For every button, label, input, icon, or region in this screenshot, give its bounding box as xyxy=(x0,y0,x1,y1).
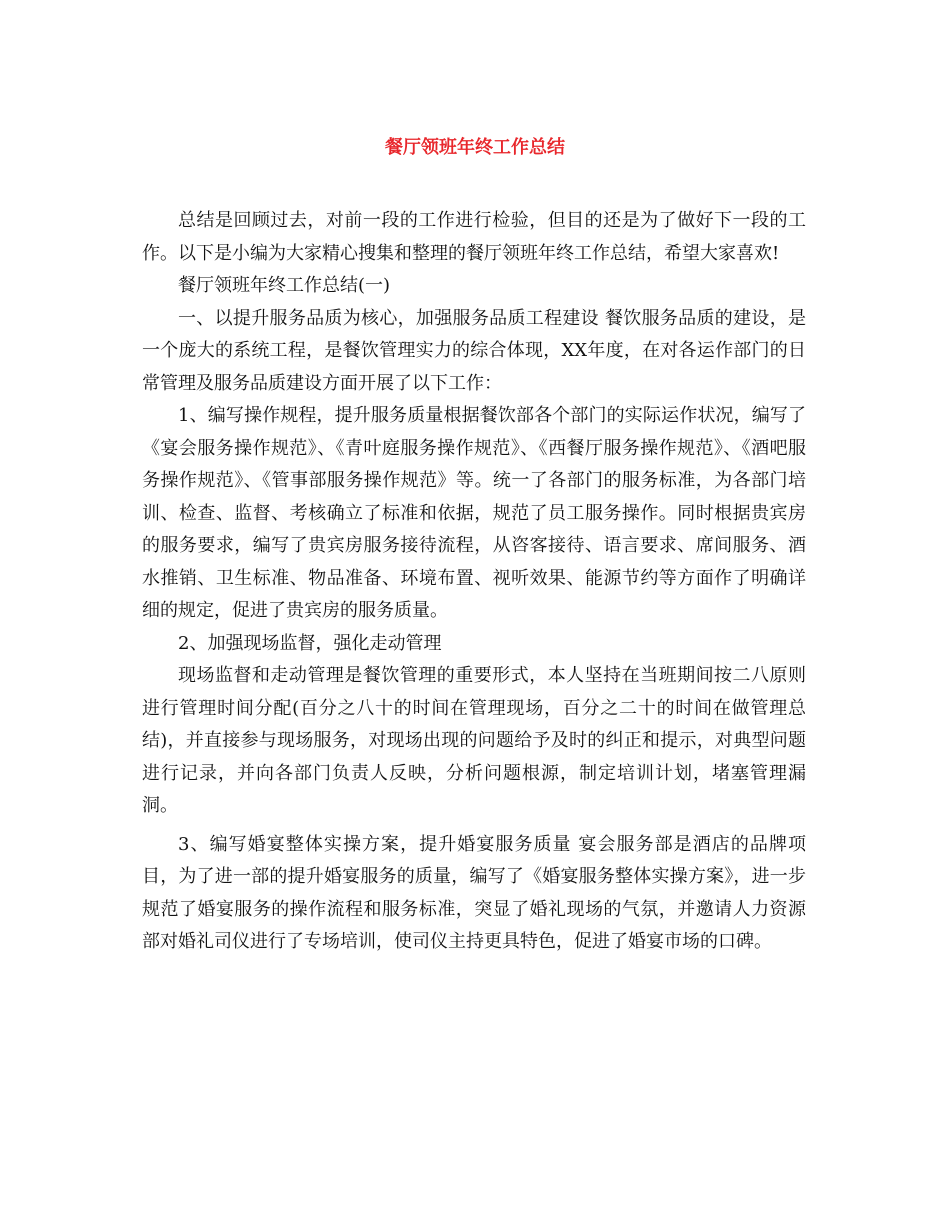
paragraph-section-heading: 餐厅领班年终工作总结(一) xyxy=(178,275,391,296)
paragraph-intro: 总结是回顾过去，对前一段的工作进行检验，但目的还是为了做好下一段的工作。以下是小编为大家精心搜集和整理的餐厅领班年终工作总结，希望大家喜欢! xyxy=(142,210,806,264)
document-title: 餐厅领班年终工作总结 xyxy=(385,137,565,158)
paragraph-item-one: 一、以提升服务品质为核心，加强服务品质工程建设 餐饮服务品质的建设，是一个庞大的系统工程，是餐饮管理实力的综合体现，XX年度，在对各运作部门的日常管理及服务品质建设方面开展了以下工作： xyxy=(142,307,806,394)
document-body xyxy=(142,205,806,959)
paragraph-point-1: 1、编写操作规程，提升服务质量根据餐饮部各个部门的实际运作状况，编写了《宴会服务操作规范》、《青叶庭服务操作规范》、《西餐厅服务操作规范》、《酒吧服务操作规范》、《管事部服务操作规范》等。统一了各部门的服务标准，为各部门培训、检查、监督、考核确立了标准和依据，规范了员工服务操作。同时根据贵宾房的服务要求，编写了贵宾房服务接待流程，从咨客接待、语言要求、席间服务、酒水推销、卫生标准、物品准备、环境布置、视听效果、能源节约等方面作了明确详细的规定，促进了贵宾房的服务质量。 xyxy=(142,405,806,621)
paragraph-point-2-body: 现场监督和走动管理是餐饮管理的重要形式，本人坚持在当班期间按二八原则进行管理时间分配(百分之八十的时间在管理现场，百分之二十的时间在做管理总结)，并直接参与现场服务，对现场出现的问题给予及时的纠正和提示，对典型问题进行记录，并向各部门负责人反映，分析问题根源，制定培训计划，堵塞管理漏洞。 xyxy=(142,665,806,816)
paragraph-point-3: 3、编写婚宴整体实操方案，提升婚宴服务质量 宴会服务部是酒店的品牌项目，为了进一部的提升婚宴服务的质量，编写了《婚宴服务整体实操方案》，进一步规范了婚宴服务的操作流程和服务标准，突显了婚礼现场的气氛，并邀请人力资源部对婚礼司仪进行了专场培训，使司仪主持更具特色，促进了婚宴市场的口碑。 xyxy=(142,833,806,952)
paragraph-point-2-heading: 2、加强现场监督，强化走动管理 xyxy=(178,632,442,654)
